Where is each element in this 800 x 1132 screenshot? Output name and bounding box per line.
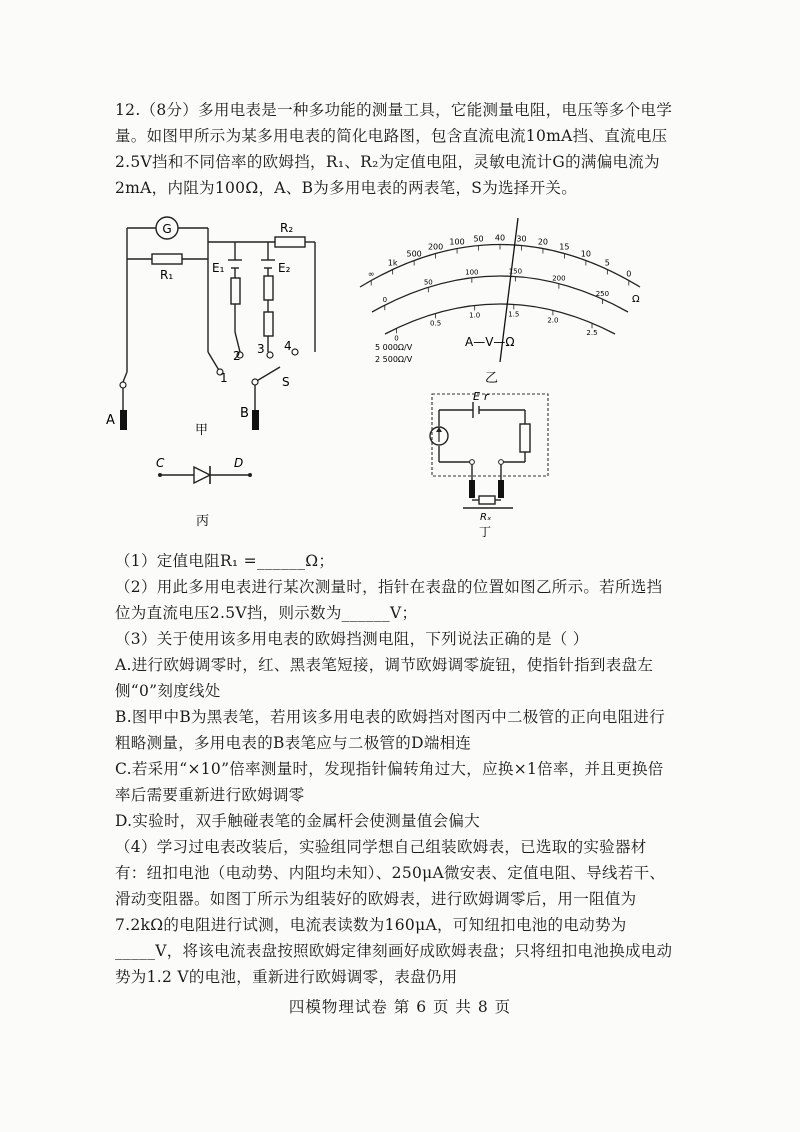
option-b: B.图甲中B为黑表笔，若用该多用电表的欧姆挡对图丙中二极管的正向电阻进行粗略测量，多用电表的B表笔应与二极管的D端相连 — [115, 708, 666, 752]
ohm-tick-label: 100 — [449, 237, 465, 247]
option-c: C.若采用“×10”倍率测量时，发现指针偏转角过大，应换×1倍率，并且更换倍率后需要重新进行欧姆调零 — [115, 760, 664, 804]
question-2: （2）用此多用电表进行某次测量时，指针在表盘的位置如图乙所示。若所选挡位为直流电压2.5V挡，则示数为______V； — [115, 578, 663, 622]
ohm-tick-label: 1k — [387, 258, 398, 268]
option-a: A.进行欧姆调零时，红、黑表笔短接，调节欧姆调零旋钮，使指针指到表盘左侧“0”刻度线处 — [115, 656, 654, 700]
terminal-2: 2 — [233, 349, 241, 363]
terminal-3: 3 — [257, 342, 265, 356]
low-tick-label: 2.0 — [547, 316, 559, 325]
low-tick-label: 1.5 — [508, 310, 520, 319]
diode-d-label: D — [234, 456, 244, 470]
probe-b-label: B — [240, 406, 249, 421]
sensitivity-2500: 2 500Ω/V — [375, 355, 413, 364]
low-tick-label: 2.5 — [586, 329, 598, 338]
ohm-unit-label: Ω — [632, 294, 640, 305]
ding-e-label: E — [473, 390, 480, 403]
ohm-tick-label: 0 — [626, 269, 632, 279]
ohm-tick-label: 30 — [516, 234, 527, 244]
figure-bing-diode — [150, 455, 260, 530]
figure-jia-caption: 甲 — [195, 423, 209, 438]
av-omega-label: A—V—Ω — [465, 335, 515, 349]
figure-jia-circuit — [100, 212, 340, 442]
ohm-tick-label: 20 — [537, 237, 549, 247]
ohm-tick-label: 50 — [473, 234, 484, 244]
probe-a-label: A — [106, 413, 115, 428]
low-tick-label: 0.5 — [430, 319, 442, 328]
ding-r-label: r — [484, 390, 489, 403]
question-1: （1）定值电阻R₁ =______Ω； — [115, 552, 335, 570]
e2-label: E₂ — [278, 261, 291, 275]
low-tick-label: 0 — [394, 334, 399, 343]
mid-tick-label: 100 — [465, 268, 479, 277]
ohm-tick-label: 40 — [494, 233, 506, 243]
ohm-scale-arc — [360, 245, 640, 288]
figure-yi-meter-dial — [340, 212, 660, 387]
ohm-tick-label: 15 — [559, 242, 570, 252]
figure-ding-circuit — [425, 390, 555, 540]
mid-tick-label: 200 — [552, 274, 566, 283]
ding-rx-label: Rₓ — [480, 512, 492, 523]
r1-label: R₁ — [160, 268, 174, 282]
sensitivity-5000: 5 000Ω/V — [375, 343, 413, 352]
ohm-tick-label: 200 — [427, 242, 444, 252]
low-tick-label: 1.0 — [469, 311, 481, 320]
diode-c-label: C — [156, 456, 165, 470]
question-12-stem: 12.（8分）多用电表是一种多功能的测量工具，它能测量电阻，电压等多个电学量。如图甲所示为某多用电表的简化电路图，包含直流电流10mA挡、直流电压2.5V挡和不同倍率的欧姆挡，R₁、R₂为定值电阻，灵敏电流计G的满偏电流为2mA，内阻为100Ω，A、B为多用电表的两表笔，S为选择开关。 — [115, 101, 673, 197]
ohm-tick-label: 10 — [580, 249, 591, 259]
galvanometer-label: G — [162, 222, 172, 236]
ohm-tick-label: 500 — [406, 249, 422, 259]
ohm-tick-label: ∞ — [367, 269, 375, 279]
switch-label: S — [282, 375, 290, 389]
mid-tick-label: 250 — [595, 290, 610, 299]
question-4: （4）学习过电表改装后，实验组同学想自己组装欧姆表，已选取的实验器材有：纽扣电池（电动势、内阻均未知）、250μA微安表、定值电阻、导线若干、滑动变阻器。如图丁所示为组装好的欧姆表，进行欧姆调零后，用一阻值为7.2kΩ的电阻进行试测，电流表读数为160μA，可知纽扣电池的电动势为_____V，将该电流表盘按照欧姆定律刻画好成欧姆表盘；只将纽扣电池换成电动势为1.2 V的电池，重新进行欧姆调零，表盘仍用 — [115, 838, 673, 986]
low-scale-arc — [385, 304, 615, 334]
figure-yi-caption: 乙 — [485, 371, 499, 386]
ohm-tick-label: 5 — [604, 258, 610, 268]
terminal-4: 4 — [284, 339, 292, 353]
figure-bing-caption: 丙 — [196, 514, 210, 529]
mid-tick-label: 150 — [508, 267, 523, 276]
page-footer: 四模物理试卷 第 6 页 共 8 页 — [288, 998, 512, 1016]
mid-tick-label: 50 — [423, 278, 433, 287]
mid-scale-arc — [372, 276, 628, 312]
e1-label: E₁ — [212, 261, 225, 275]
r2-label: R₂ — [280, 221, 294, 235]
figure-ding-caption: 丁 — [479, 525, 492, 539]
option-d: D.实验时，双手触碰表笔的金属杆会使测量值会偏大 — [115, 812, 481, 830]
mid-tick-label: 0 — [382, 296, 388, 305]
terminal-1: 1 — [220, 371, 228, 385]
question-3: （3）关于使用该多用电表的欧姆挡测电阻，下列说法正确的是（ ） — [115, 630, 589, 648]
